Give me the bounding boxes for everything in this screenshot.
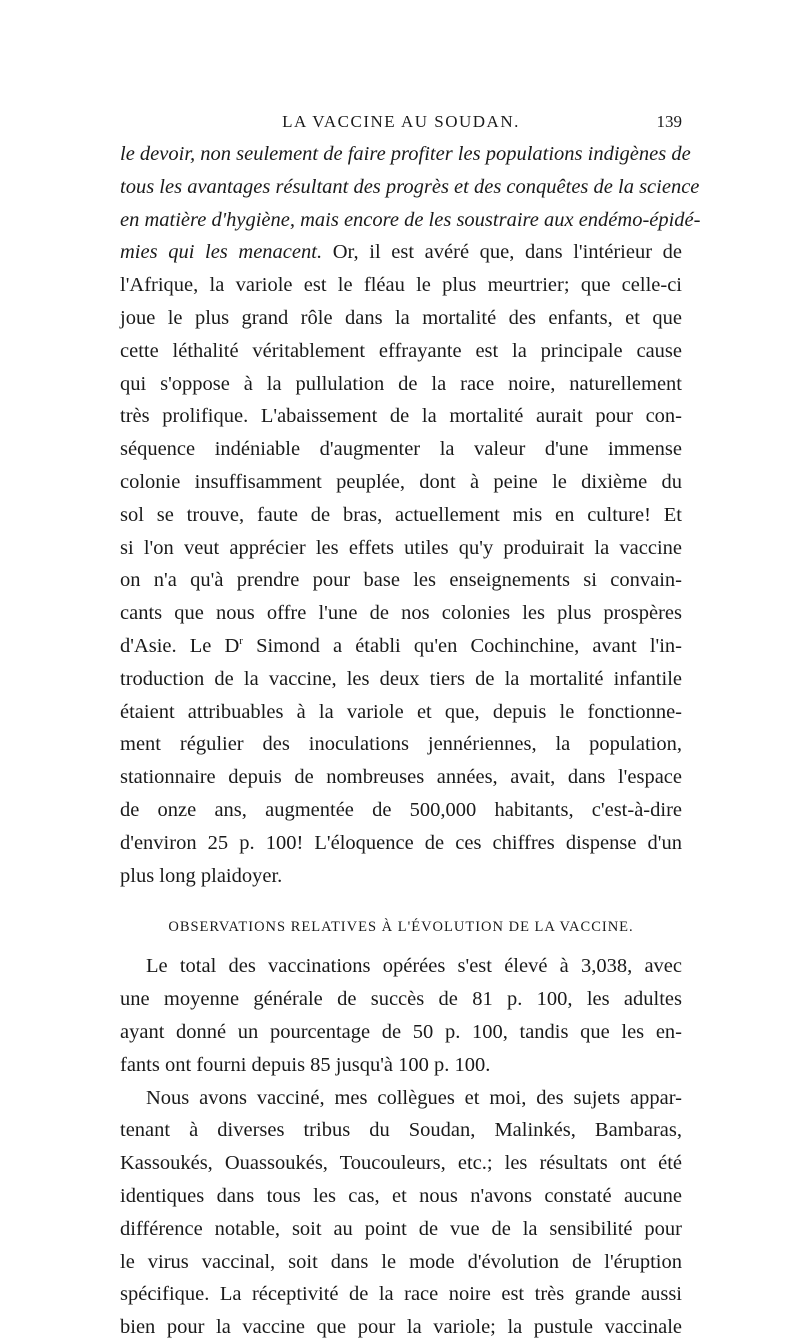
roman-text: d'environ 25 p. 100! L'éloquence de ces chiffres dispense d'un (120, 831, 682, 854)
roman-text: si l'on veut apprécier les effets utiles qu'y produirait la vaccine (120, 536, 682, 559)
page-number: 139 (656, 112, 682, 131)
text-line: différence notable, soit au point de vue de la sensibilité pour (120, 1217, 682, 1240)
text-line (120, 696, 682, 729)
text-line: le virus vaccinal, soit dans le mode d'évolution de l'éruption (120, 1250, 682, 1273)
roman-text: d'Asie. Le D (120, 634, 240, 657)
text-line (120, 564, 682, 597)
text-line: Kassoukés, Ouassoukés, Toucouleurs, etc.; les résultats ont été (120, 1152, 682, 1175)
roman-text: cette léthalité véritablement effrayante est la principale cause (120, 339, 682, 362)
text-line: spécifique. La réceptivité de la race noire est très grande aussi (120, 1283, 682, 1306)
text-line (120, 433, 682, 466)
roman-text: Or, il est avéré que, dans l'intérieur de (322, 241, 683, 264)
text-line: identiques dans tous les cas, et nous n'avons constaté aucune (120, 1184, 682, 1207)
text-line (120, 236, 682, 269)
roman-text: cants que nous offre l'une de nos colonies les plus prospères (120, 602, 682, 625)
text-line (120, 138, 691, 171)
roman-text: ment régulier des inoculations jennériennes, la population, (120, 733, 682, 756)
roman-text: colonie insuffisamment peuplée, dont à peine le dixième du (120, 470, 682, 493)
text-line (120, 269, 682, 302)
text-line: Nous avons vacciné, mes collègues et moi, des sujets appar- (146, 1086, 682, 1109)
roman-text: joue le plus grand rôle dans la mortalité des enfants, et que (120, 306, 682, 329)
text-line (120, 630, 682, 663)
italic-text: en matière d'hygiène, mais encore de les soustraire aux endémo-épidé- (120, 208, 701, 231)
text-line (120, 368, 682, 401)
superscript: r (239, 635, 243, 648)
text-line (120, 663, 682, 696)
text-line (120, 335, 682, 368)
section-heading: OBSERVATIONS RELATIVES À L'ÉVOLUTION DE LA VACCINE. (168, 919, 634, 936)
text-line (120, 860, 682, 893)
roman-text: plus long plaidoyer. (120, 864, 283, 887)
roman-text: de onze ans, augmentée de 500,000 habitants, c'est-à-dire (120, 798, 682, 821)
paragraph-3 (120, 1082, 682, 1344)
italic-text: le devoir, non seulement de faire profiter les populations indigènes de (120, 143, 691, 165)
text-line (120, 761, 682, 794)
text-line (120, 827, 682, 860)
roman-text: très prolifique. L'abaissement de la mortalité aurait pour con- (120, 405, 682, 428)
text-line (120, 171, 700, 204)
text-line (120, 204, 701, 237)
running-head-title: LA VACCINE AU SOUDAN. (282, 112, 520, 131)
text-line (120, 302, 682, 335)
roman-text: stationnaire depuis de nombreuses années, avait, dans l'espace (120, 766, 682, 789)
text-line: tenant à diverses tribus du Soudan, Malinkés, Bambaras, (120, 1119, 682, 1142)
text-line: fants ont fourni depuis 85 jusqu'à 100 p. 100. (120, 1053, 491, 1076)
roman-text: séquence indéniable d'augmenter la valeur d'une immense (120, 438, 682, 461)
text-line (120, 532, 682, 565)
roman-text: sol se trouve, faute de bras, actuellement mis en culture! Et (120, 503, 682, 526)
text-line (120, 466, 682, 499)
text-line: bien pour la vaccine que pour la variole; la pustule vaccinale (120, 1316, 682, 1339)
roman-text: étaient attribuables à la variole et que, depuis le fonctionne- (120, 700, 682, 723)
roman-text: troduction de la vaccine, les deux tiers de la mortalité infantile (120, 667, 682, 690)
roman-text: qui s'oppose à la pullulation de la race noire, naturellement (120, 372, 682, 395)
paragraph-1 (120, 138, 701, 892)
running-head (120, 108, 682, 138)
roman-text: l'Afrique, la variole est le fléau le plus meurtrier; que celle-ci (120, 274, 682, 297)
text-line (120, 499, 682, 532)
roman-text: Simond a établi qu'en Cochinchine, avant l'in- (242, 634, 682, 657)
text-line (120, 400, 682, 433)
text-line: une moyenne générale de succès de 81 p. 100, les adultes (120, 988, 682, 1011)
text-line (120, 728, 682, 761)
italic-text: mies qui les menacent. (120, 241, 323, 264)
paragraph-2 (120, 950, 682, 1081)
text-line (120, 794, 682, 827)
book-page (120, 108, 701, 1344)
text-line: ayant donné un pourcentage de 50 p. 100, tandis que les en- (120, 1020, 682, 1043)
text-line (120, 597, 682, 630)
italic-text: tous les avantages résultant des progrès et des conquêtes de la science (120, 175, 700, 198)
roman-text: on n'a qu'à prendre pour base les enseignements si convain- (120, 569, 682, 592)
text-line: Le total des vaccinations opérées s'est élevé à 3,038, avec (146, 955, 682, 978)
